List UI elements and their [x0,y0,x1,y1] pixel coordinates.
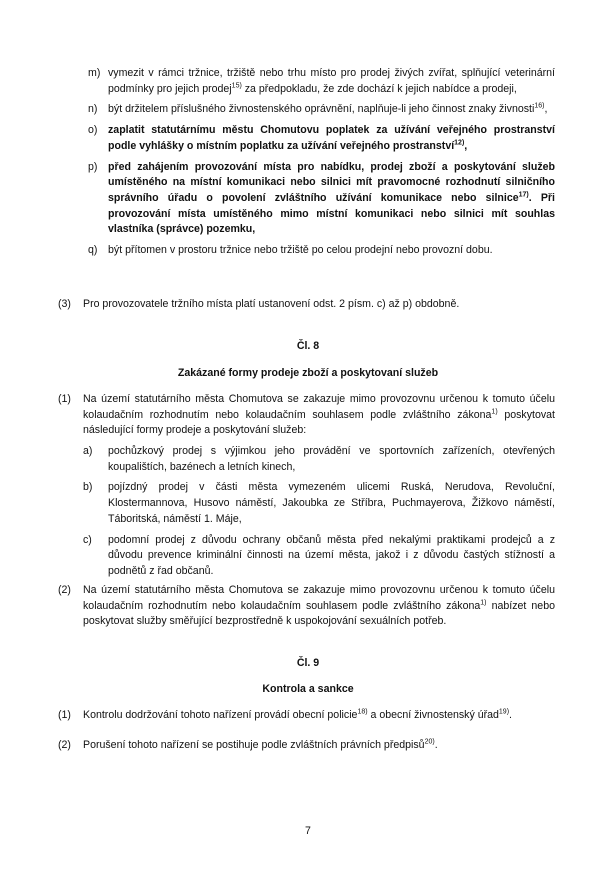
paragraph-text: Kontrolu dodržování tohoto nařízení provádí obecní policie$^{18)}$ a obecní živnostenský úřad$^{19)}$. [83,708,512,721]
article-8-number: Čl. 8 [296,340,320,352]
list-item-m [0,66,616,97]
paragraph-label: (1) [58,393,71,405]
paragraph-text: Na území statutárního města Chomutova se zakazuje mimo provozovnu určenou k tomuto účelu kolaudačním rozhodnutím nebo kolaudačním souhlasem podle zvláštního zákona$^{1)}$ poskytovat následující formy prodeje a poskytování služeb: [83,393,555,437]
item-label: p) [88,160,98,173]
list-item-q [0,243,616,259]
article-8-paragraph-1 [0,392,616,439]
item-text: vymezit v rámci tržnice, tržiště nebo trhu místo pro prodej živých zvířat, splňující veterinární podmínky pro jejich prodej$^{15)}$ za předpokladu, že zde dochází k jejich nabídce a prodeji, [108,67,555,95]
article-8-title: Zakázané formy prodeje zboží a poskytovaní služeb [177,367,439,379]
item-label: o) [88,124,98,137]
paragraph-label: (3) [58,298,71,310]
item-text: být přítomen v prostoru tržnice nebo tržiště po celou prodejní nebo provozní dobu. [108,244,493,257]
article-9-number: Čl. 9 [296,657,320,669]
paragraph-text: Na území statutárního města Chomutova se zakazuje mimo provozovnu určenou k tomuto účelu kolaudačním rozhodnutím nebo kolaudačním souhlasem podle zvláštního zákona$^{1)}$ nabízet nebo poskytovat služby směřující bezprostředně k uspokojování sexuálních potřeb. [83,584,555,628]
item-text: pojízdný prodej v části města vymezeném ulicemi Ruská, Nerudova, Revoluční, Klostermannova, Husovo náměstí, Jakoubka ze Stříbra, Puchmayerova, Žižkovo náměstí, Táboritská, náměstí 1. Máje, [108,481,555,525]
article-8-sublist [0,444,616,580]
item-text: podomní prodej z důvodu ochrany občanů města před nekalými praktikami prodejců a z důvodu prevence kriminální činnosti na území města, jakož i z důvodu častých stížností a podnětů z řad občanů. [108,533,555,577]
item-label: c) [83,533,92,546]
paragraph-3 [0,297,616,313]
list-item-n [0,102,616,118]
paragraph-label: (2) [58,584,71,596]
article-9-title: Kontrola a sankce [262,683,354,695]
item-label: b) [83,481,93,494]
paragraph-label: (1) [58,709,71,721]
page-number: 7 [305,825,311,837]
item-label: n) [88,103,98,116]
item-text: zaplatit statutárnímu městu Chomutovu poplatek za užívání veřejného prostranství podle vyhlášky o místním poplatku za užívání veřejného prostranství$^{12)}$, [108,124,555,152]
paragraph-text: Porušení tohoto nařízení se postihuje podle zvláštních právních předpisů$^{20)}$. [83,738,438,751]
paragraph-text: Pro provozovatele tržního místa platí ustanovení odst. 2 písm. c) až p) obdobně. [83,298,460,310]
article-9-paragraph-2 [0,738,616,754]
item-text: před zahájením provozování místa pro nabídku, prodej zboží a poskytování služeb umístěného na místní komunikaci nebo silnici mít pravomocné rozhodnutí silničního správního úřadu o povolení zvláštního užívání komunikace nebo silnice$^{17)}$. Při provozování místa umístěného mimo místní komunikaci nebo silnici mít souhlas vlastníka (správce) pozemku, [108,160,555,236]
list-item-p [0,160,616,239]
item-text: pochůzkový prodej s výjimkou jeho provádění ve sportovních zařízeních, otevřených koupalištích, bazénech a letních kinech, [108,445,555,473]
item-label: q) [88,244,98,257]
item-text: být držitelem příslušného živnostenského oprávnění, naplňuje-li jeho činnost znaky živnosti$^{16)}$, [108,102,548,116]
list-item-b [0,480,616,527]
item-label: m) [88,67,101,79]
list-item-o [0,123,616,154]
list-item-a [0,444,616,475]
article-8-paragraph-2 [0,583,616,630]
article-9-paragraph-1 [0,708,616,724]
list-continuation [0,66,616,259]
list-item-c [0,533,616,580]
paragraph-label: (2) [58,739,71,751]
item-label: a) [83,445,93,457]
